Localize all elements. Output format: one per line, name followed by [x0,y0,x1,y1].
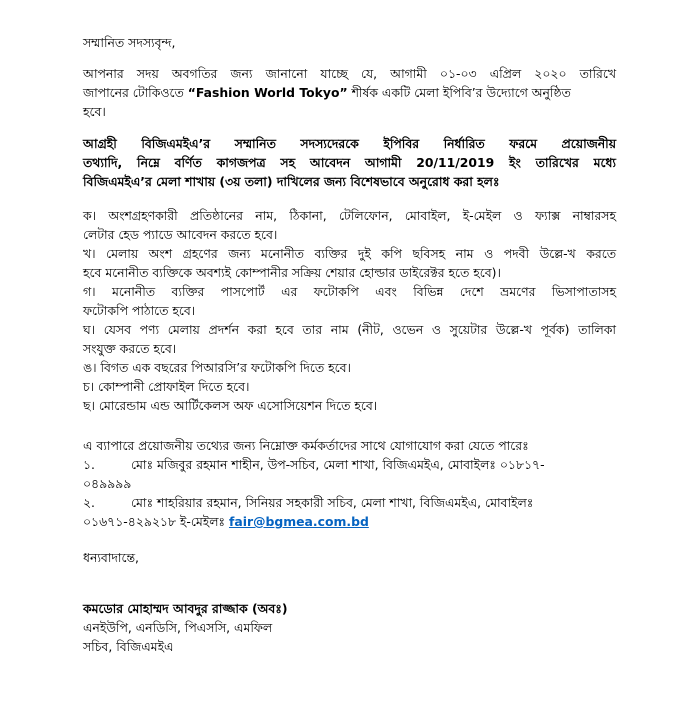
contact-1-line-2: ০৪৯৯৯৯ [83,476,132,491]
request-line-3: বিজিএমইএ’র মেলা শাখায় (৩য় তলা) দাখিলের জন্য বিশেষভাবে অনুরোধ করা হলঃ [83,174,500,189]
closing: ধন্যবাদান্তে, [83,550,139,565]
item-chha: ছ। মোরেন্ডাম এন্ড আর্টিকেলস অফ এসোসিয়েশন দিতে হবে। [83,398,378,413]
item-cha: চ। কোম্পানী প্রোফাইল দিতে হবে। [83,379,250,394]
item-umo: ঙ। বিগত এক বছরের পিআরসি’র ফটোকপি দিতে হবে। [83,360,351,375]
item-kha-line-2: হবে মনোনীত ব্যক্তিকে অবশ্যই কোম্পানীর সক্রিয় শেয়ার হোল্ডার ডাইরেক্টর হতে হবে)। [83,265,501,280]
item-ka-line-2: লেটার হেড প্যাডে আবেদন করতে হবে। [83,227,278,242]
contact-2-number: ২. [83,495,95,510]
item-ga-line-1: গ। মনোনীত ব্যক্তির পাসপোর্ট এর ফটোকপি এবং বিভিন্ন দেশে ভ্রমণের ভিসাপাতাসহ [83,284,616,299]
item-gha-line-2: সংযুক্ত করতে হবে। [83,341,177,356]
intro-line-2 [83,85,571,101]
signatory-qualifications: এনইউপি, এনডিসি, পিএসসি, এমফিল [83,620,273,635]
contact-2-phone: ০১৬৭১-৪২৯২১৮ ই-মেইলঃ [83,514,229,529]
intro-line-2-pre: জাপানের টোকিওতে [83,85,188,100]
item-ga-line-2: ফটোকপি পাঠাতে হবে। [83,303,196,318]
contact-1-number: ১. [83,457,95,472]
item-gha-line-1: ঘ। যেসব পণ্য মেলায় প্রদর্শন করা হবে তার নাম (নীট, ওভেন ও সুয়েটার উল্লে-খ পূর্বক) তালিকা [83,322,616,337]
contact-1-text: মোঃ মজিবুর রহমান শাহীন, উপ-সচিব, মেলা শাখা, বিজিএমইএ, মোবাইলঃ ০১৮১৭- [131,457,545,472]
signatory-title: সচিব, বিজিএমইএ [83,639,174,654]
event-name: “Fashion World Tokyo” [187,85,348,100]
salutation: সম্মানিত সদস্যবৃন্দ, [83,35,176,50]
contact-2-line-1 [83,495,533,511]
item-kha-line-1: খ। মেলায় অংশ গ্রহণের জন্য মনোনীত ব্যক্তির দুই কপি ছবিসহ নাম ও পদবী উল্লে-খ করতে [83,246,616,261]
contact-2-text: মোঃ শাহরিয়ার রহমান, সিনিয়র সহকারী সচিব, মেলা শাখা, বিজিএমইএ, মোবাইলঃ [131,495,534,510]
intro-line-1: আপনার সদয় অবগতির জন্য জানানো যাচ্ছে যে, আগামী ০১-০৩ এপ্রিল ২০২০ তারিখে [83,66,616,81]
item-ka-line-1: ক। অংশগ্রহণকারী প্রতিষ্ঠানের নাম, ঠিকানা, টেলিফোন, মোবাইল, ই-মেইল ও ফ্যাক্স নাম্বারসহ [83,208,616,223]
intro-line-3: হবে। [83,104,106,119]
email-link[interactable]: fair@bgmea.com.bd [228,514,369,529]
contact-intro: এ ব্যাপারে প্রয়োজনীয় তথ্যের জন্য নিম্নোক্ত কর্মকর্তাদের সাথে যোগাযোগ করা যেতে পারেঃ [83,438,529,453]
contact-2-line-2 [83,514,369,530]
contact-1-line-1 [83,457,545,473]
intro-line-2-post: শীর্ষক একটি মেলা ইপিবি’র উদ্যোগে অনুষ্ঠিত [347,85,571,100]
request-line-1: আগ্রহী বিজিএমইএ’র সম্মানিত সদস্যদেরকে ইপিবির নির্ধারিত ফরমে প্রয়োজনীয় [83,136,616,151]
request-line-2: তথ্যাদি, নিম্নে বর্ণিত কাগজপত্র সহ আবেদন আগামী 20/11/2019 ইং তারিখের মধ্যে [83,155,616,170]
signatory-name: কমডোর মোহাম্মদ আবদুর রাজ্জাক (অবঃ) [83,601,288,616]
